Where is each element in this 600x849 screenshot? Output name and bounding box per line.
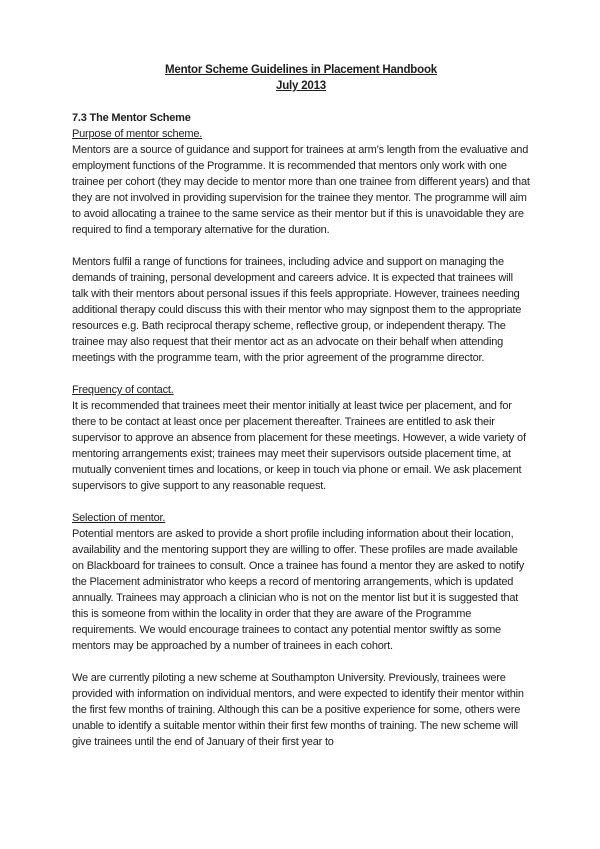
section-heading: 7.3 The Mentor Scheme (72, 112, 191, 124)
subheading-purpose-of-mentor-scheme: Purpose of mentor scheme. (72, 128, 203, 140)
section-7-3 (72, 110, 530, 750)
paragraph-purpose-1: Mentors are a source of guidance and support for trainees at arm’s length from the evaluative and employment functions of the Programme. It is recommended that mentors only work with one trainee per cohort (they may decide to mentor more than one trainee from different years) and that they are not involved in providing supervision for the trainee they mentor. The programme will aim to avoid allocating a trainee to the same service as their mentor but if this is unavoidable they are required to find a temporary alternative for the duration. (72, 144, 530, 236)
subheading-frequency-of-contact: Frequency of contact. (72, 384, 174, 396)
document-title (72, 62, 530, 94)
document-title-line-2: July 2013 (276, 80, 326, 92)
paragraph-selection-2: We are currently piloting a new scheme at Southampton University. Previously, trainees were provided with information on individual mentors, and were expected to identify their mentor within the first few months of training. Although this can be a positive experience for some, others were unable to identify a suitable mentor within their first few months of training. The new scheme will give trainees until the end of January of their first year to (72, 672, 524, 748)
subheading-selection-of-mentor: Selection of mentor. (72, 512, 166, 524)
paragraph-frequency-1: It is recommended that trainees meet their mentor initially at least twice per placement, and for there to be contact at least once per placement thereafter. Trainees are entitled to ask their supervisor to approve an absence from placement for these meetings. However, a wide variety of mentoring arrangements exist; trainees may meet their supervisors outside placement time, at mutually convenient times and locations, or keep in touch via phone or email. We ask placement supervisors to give support to any reasonable request. (72, 400, 526, 492)
document-title-line-1: Mentor Scheme Guidelines in Placement Handbook (165, 64, 437, 76)
paragraph-selection-1: Potential mentors are asked to provide a short profile including information about their location, availability and the mentoring support they are willing to offer. These profiles are made available on Blackboard for trainees to consult. Once a trainee has found a mentor they are asked to notify the Placement administrator who keeps a record of mentoring arrangements, which is updated annually. Trainees may approach a clinician who is not on the mentor list but it is suggested that this is someone from within the locality in order that they are aware of the Programme requirements. We would encourage trainees to contact any potential mentor swiftly as some mentors may be approached by a number of trainees in each cohort. (72, 528, 525, 652)
paragraph-purpose-2: Mentors fulfil a range of functions for trainees, including advice and support on managing the demands of training, personal development and careers advice. It is expected that trainees will talk with their mentors about personal issues if this feels appropriate. However, trainees needing additional therapy could discuss this with their mentor who may signpost them to the appropriate resources e.g. Bath reciprocal therapy scheme, reflective group, or independent therapy. The trainee may also request that their mentor act as an advocate on their behalf when attending meetings with the programme team, with the prior agreement of the programme director. (72, 256, 522, 364)
